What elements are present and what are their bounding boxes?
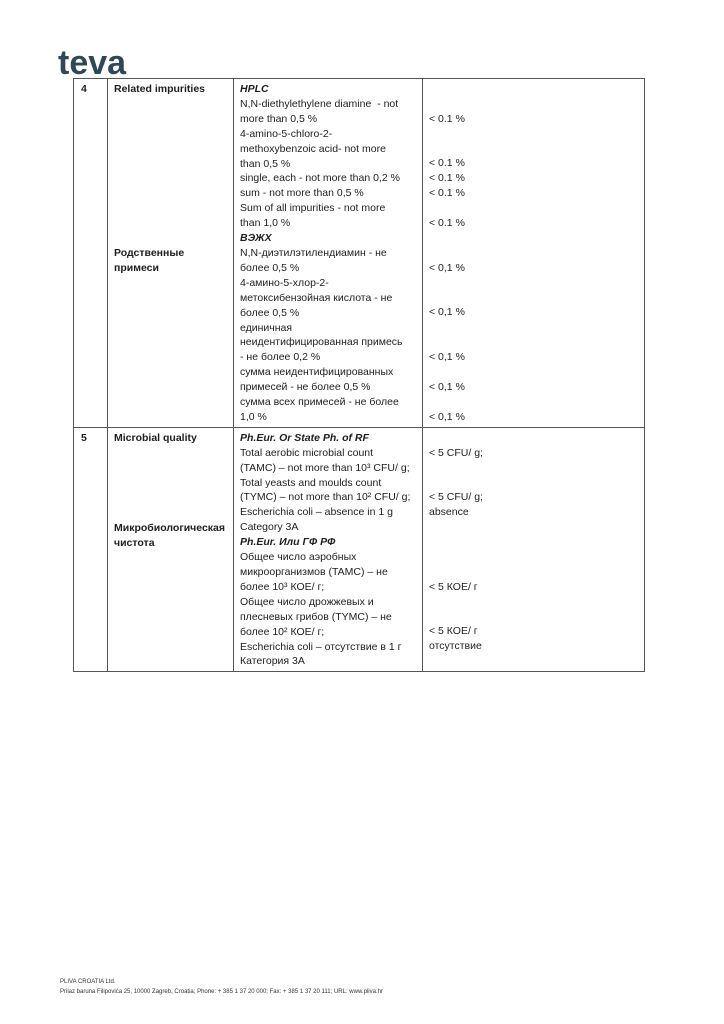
logo-text: teva <box>58 44 127 82</box>
requirement-line: более 10³ КОЕ/ г; <box>240 580 325 593</box>
requirement-line: than 1,0 % <box>240 217 291 230</box>
result-line: < 0,1 % <box>429 380 465 393</box>
result-line <box>429 395 641 410</box>
result-line <box>429 654 641 669</box>
result-cell <box>423 427 645 672</box>
result-line <box>429 520 641 535</box>
requirement-cell <box>234 427 423 672</box>
requirement-cell <box>234 79 423 428</box>
result-line: < 0.1 % <box>429 217 465 230</box>
result-line <box>429 142 641 157</box>
result-line <box>429 246 641 261</box>
method-heading-en: HPLC <box>240 83 269 95</box>
requirement-line: микроорганизмов (TAMC) – не <box>240 566 388 578</box>
result-line <box>429 335 641 350</box>
result-line: < 0.1 % <box>429 112 465 125</box>
parameter-name-en: Microbial quality <box>114 431 197 444</box>
requirement-line: (TAMC) – not more than 10³ CFU/ g; <box>240 461 410 474</box>
requirement-line: than 0,5 % <box>240 157 291 170</box>
result-line <box>429 565 641 580</box>
result-line <box>429 365 641 380</box>
result-line <box>429 201 641 216</box>
requirement-line: метоксибензойная кислота - не <box>240 291 393 304</box>
result-line <box>429 461 641 476</box>
result-line: < 5 CFU/ g; <box>429 446 483 459</box>
requirement-line: более 0,5 % <box>240 306 300 319</box>
result-line: < 0.1 % <box>429 157 465 170</box>
requirement-line: methoxybenzoic acid- not more <box>240 142 386 155</box>
requirement-line: сумма всех примесей - не более <box>240 396 399 409</box>
parameter-cell <box>108 427 234 672</box>
requirement-line: 4-амино-5-хлор-2- <box>240 276 329 289</box>
result-line: < 0,1 % <box>429 306 465 319</box>
parameter-cell <box>108 79 234 428</box>
requirement-line: Escherichia coli – отсутствие в 1 г <box>240 640 402 653</box>
result-line <box>429 127 641 142</box>
requirement-line: (TYMC) – not more than 10² CFU/ g; <box>240 491 411 504</box>
table-row <box>74 79 645 428</box>
requirement-line: N,N-diethylethylene diamine - not <box>240 97 399 110</box>
requirement-line: Sum of all impurities - not more <box>240 202 386 215</box>
result-line <box>429 291 641 306</box>
requirement-line: Категория 3А <box>240 655 305 668</box>
result-line: absence <box>429 506 469 519</box>
requirement-line: примесей - не более 0,5 % <box>240 381 371 394</box>
requirement-line: плесневых грибов (TYMC) – не <box>240 610 392 623</box>
result-line: < 5 КОЕ/ г <box>429 625 478 638</box>
parameter-name-ru: Родственные примеси <box>114 246 185 274</box>
requirement-line: Escherichia coli – absence in 1 g <box>240 506 393 519</box>
row-number: 5 <box>74 427 108 672</box>
result-line <box>429 550 641 565</box>
result-line <box>429 97 641 112</box>
parameter-name-ru: Микробиологическая чистота <box>114 521 226 549</box>
result-line <box>429 276 641 291</box>
result-line: < 0,1 % <box>429 351 465 364</box>
footer-address: Prilaz baruna Filipovića 25, 10000 Zagreb, Croatia; Phone: + 385 1 37 20 000; Fax: + 385 1 37 20 111; URL: www.pliva.hr <box>60 988 383 995</box>
result-line: < 5 CFU/ g; <box>429 491 483 504</box>
result-line: < 0.1 % <box>429 187 465 200</box>
requirement-line: Total aerobic microbial count <box>240 446 374 459</box>
requirement-line: неидентифицированная примесь <box>240 336 403 349</box>
table-row <box>74 427 645 672</box>
requirement-line: Total yeasts and moulds count <box>240 476 382 489</box>
requirement-line: 1,0 % <box>240 410 267 423</box>
footer-company: PLIVA CROATIA Ltd. <box>60 979 116 985</box>
method-heading-en: Ph.Eur. Or State Ph. of RF <box>240 431 369 444</box>
result-line: < 0.1 % <box>429 172 465 185</box>
result-line: < 0,1 % <box>429 410 465 423</box>
requirement-line: более 10² КОЕ/ г; <box>240 625 325 638</box>
result-line <box>429 476 641 491</box>
result-line: < 5 КОЕ/ г <box>429 580 478 593</box>
requirement-line: Общее число дрожжевых и <box>240 595 374 608</box>
requirement-line: Category 3A <box>240 521 299 534</box>
requirement-line: единичная <box>240 321 293 334</box>
method-heading-ru: Ph.Eur. Или ГФ РФ <box>240 536 336 549</box>
requirement-line: Общее число аэробных <box>240 551 357 564</box>
result-line <box>429 595 641 610</box>
result-line <box>429 320 641 335</box>
parameter-name-en: Related impurities <box>114 83 206 95</box>
result-line: < 0,1 % <box>429 261 465 274</box>
method-heading-ru: ВЭЖХ <box>240 232 272 245</box>
page-footer <box>60 978 383 997</box>
requirement-line: 4-amino-5-chloro-2- <box>240 127 333 140</box>
requirement-line: N,N-диэтилэтилендиамин - не <box>240 246 387 259</box>
requirement-line: sum - not more than 0,5 % <box>240 187 364 200</box>
row-number: 4 <box>74 79 108 428</box>
result-cell <box>423 79 645 428</box>
result-line: отсутствие <box>429 640 482 653</box>
requirement-line: more than 0,5 % <box>240 112 318 125</box>
requirement-line: single, each - not more than 0,2 % <box>240 172 400 185</box>
requirement-line: - не более 0,2 % <box>240 351 321 364</box>
result-line <box>429 610 641 625</box>
requirement-line: более 0,5 % <box>240 261 300 274</box>
specification-table <box>73 78 645 672</box>
requirement-line: сумма неидентифицированных <box>240 366 394 379</box>
